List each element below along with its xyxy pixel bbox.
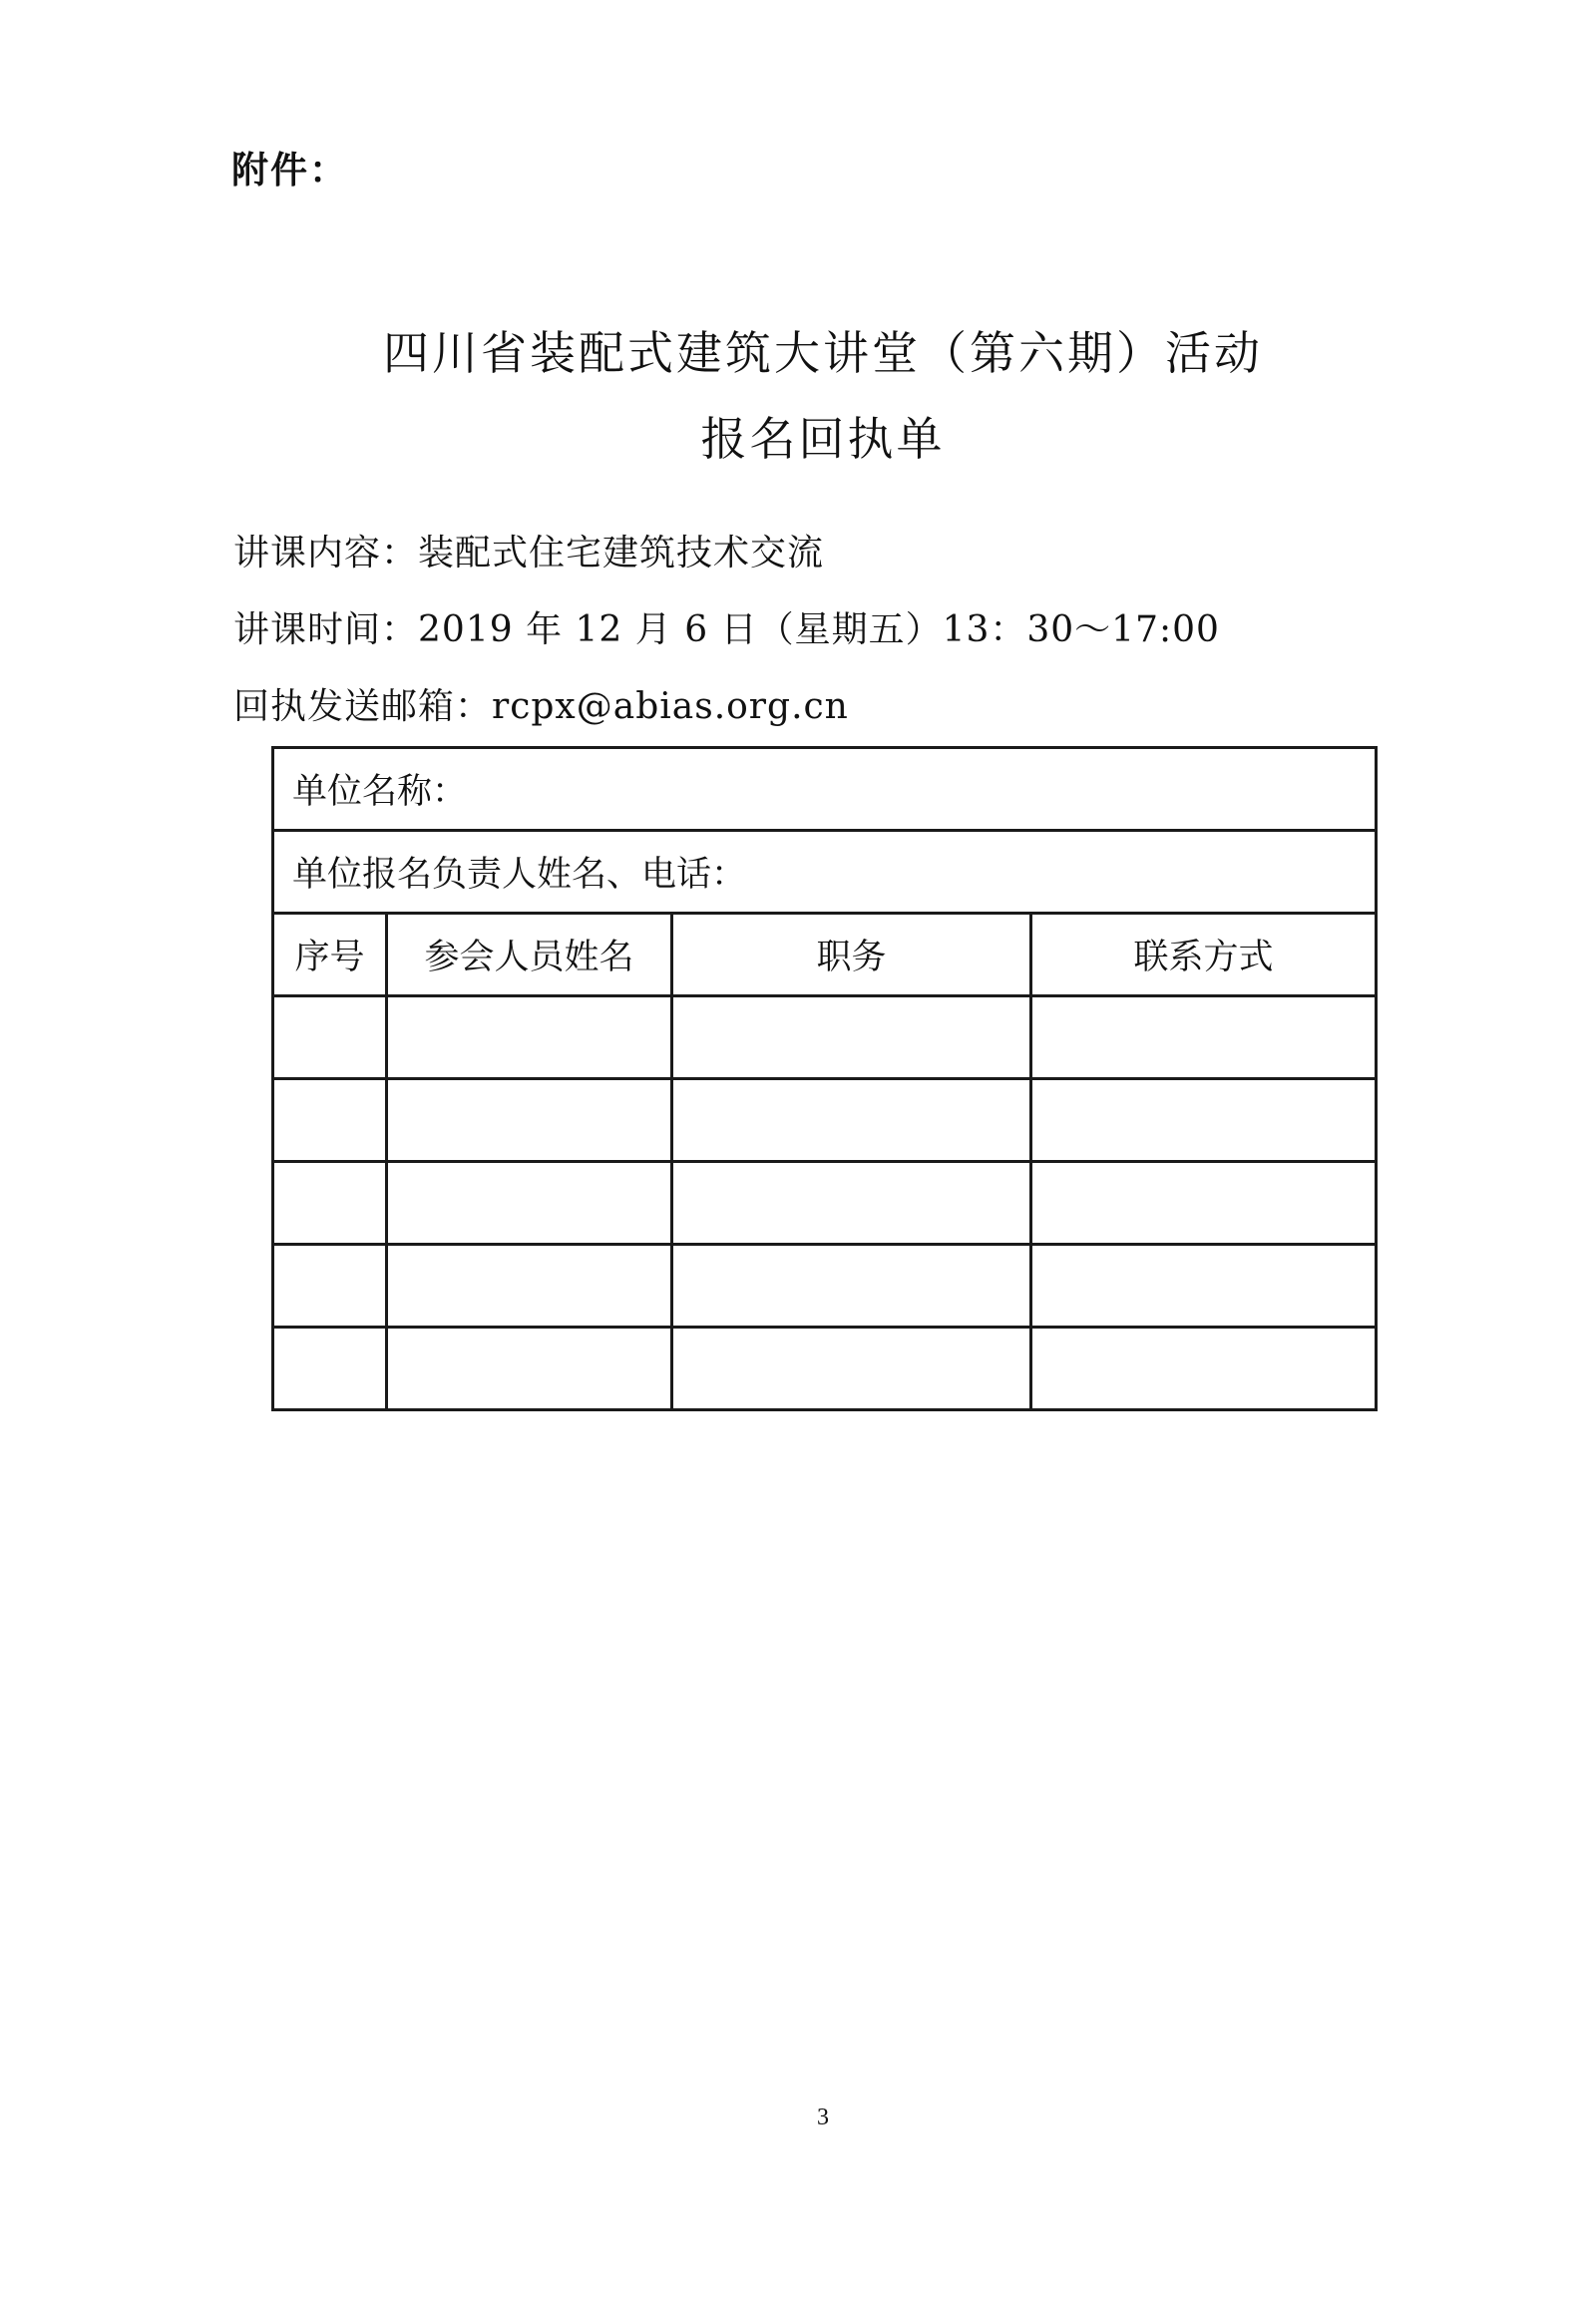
table-cell[interactable] [1031,1162,1377,1245]
document-subtitle: 报名回执单 [700,412,946,466]
lecture-time-line [233,601,1220,652]
table-cell[interactable] [273,1079,387,1162]
reply-email-label: 回执发送邮箱： [233,686,493,727]
contact-row [273,831,1377,914]
column-header-index: 序号 [273,914,387,996]
table-row [273,1245,1377,1328]
table-cell[interactable] [1031,1328,1377,1410]
column-header-attendee-name: 参会人员姓名 [387,914,672,996]
table-cell[interactable] [273,1328,387,1410]
table-cell[interactable] [672,1162,1031,1245]
table-row [273,1079,1377,1162]
registration-table [271,746,1378,1411]
lecture-time-label: 讲课时间： [233,609,419,650]
table-cell[interactable] [387,996,672,1079]
table-row [273,1162,1377,1245]
table-cell[interactable] [273,1162,387,1245]
table-cell[interactable] [1031,1245,1377,1328]
column-header-contact: 联系方式 [1031,914,1377,996]
table-cell[interactable] [273,1245,387,1328]
table-header-row [273,914,1377,996]
attachment-label: 附件： [231,149,348,192]
table-cell[interactable] [387,1162,672,1245]
table-row [273,1328,1377,1410]
table-cell[interactable] [273,996,387,1079]
table-cell[interactable] [672,1328,1031,1410]
table-cell[interactable] [672,1245,1031,1328]
unit-name-row [273,748,1377,831]
reply-email-value: rcpx@abias.org.cn [492,686,849,727]
lecture-content-label: 讲课内容： [233,533,419,574]
lecture-content-line [233,525,824,575]
document-title: 四川省装配式建筑大讲堂（第六期）活动 [383,326,1263,380]
table-cell[interactable] [387,1079,672,1162]
page-number: 3 [817,2105,829,2130]
table-cell[interactable] [672,996,1031,1079]
table-cell[interactable] [672,1079,1031,1162]
table-cell[interactable] [1031,996,1377,1079]
table-cell[interactable] [1031,1079,1377,1162]
table-cell[interactable] [387,1245,672,1328]
table-row [273,996,1377,1079]
lecture-content-value: 装配式住宅建筑技术交流 [418,533,825,574]
table-cell[interactable] [387,1328,672,1410]
unit-name-field[interactable]: 单位名称： [273,748,1377,831]
column-header-position: 职务 [672,914,1031,996]
lecture-time-value: 2019 年 12 月 6 日（星期五）13：30～17:00 [418,609,1220,650]
reply-email-line [233,678,849,729]
contact-person-field[interactable]: 单位报名负责人姓名、电话： [273,831,1377,914]
